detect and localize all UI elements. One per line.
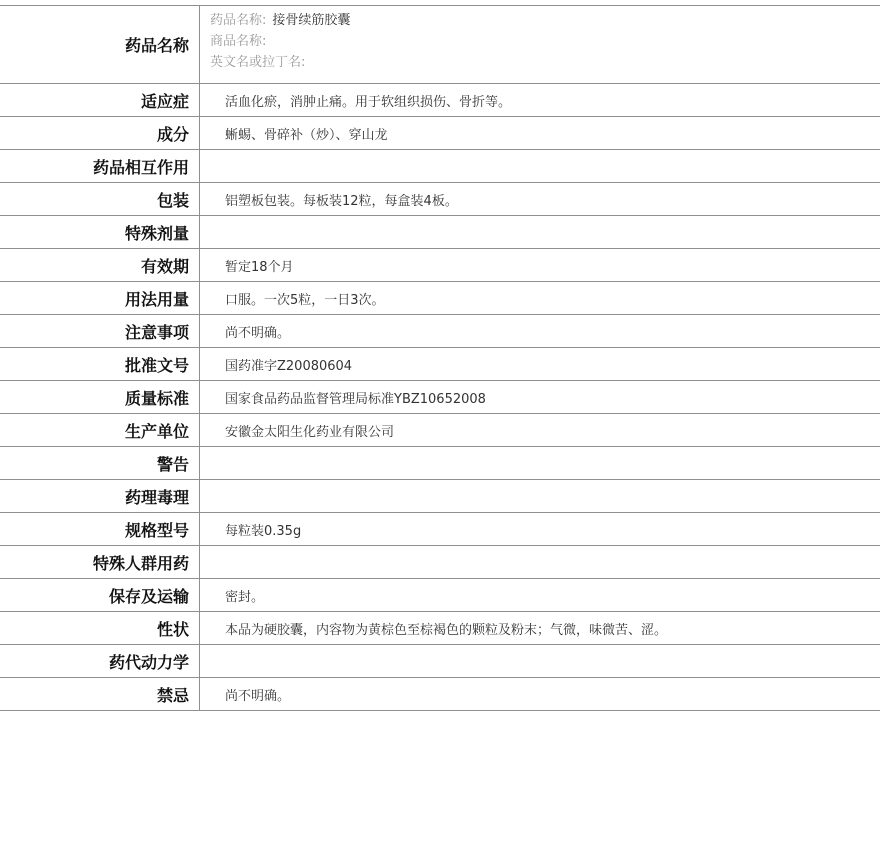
generic-name-label: 药品名称: (210, 13, 267, 28)
row-value: 尚不明确。 (200, 315, 880, 348)
row-value: 每粒装0.35g (200, 513, 880, 546)
spec-row (0, 480, 880, 513)
row-value: 铝塑板包装。每板装12粒，每盒装4板。 (200, 183, 880, 216)
spec-row (0, 282, 880, 315)
spec-row (0, 645, 880, 678)
latin-name-line (210, 52, 880, 73)
row-value (200, 447, 880, 480)
row-label: 质量标准 (0, 381, 200, 414)
row-value: 本品为硬胶囊，内容物为黄棕色至棕褐色的颗粒及粉末；气微，味微苦、涩。 (200, 612, 880, 645)
row-value (200, 150, 880, 183)
row-value (200, 645, 880, 678)
row-label: 禁忌 (0, 678, 200, 711)
spec-row (0, 513, 880, 546)
drug-name-cell (200, 6, 880, 84)
spec-row (0, 414, 880, 447)
latin-name-label: 英文名或拉丁名: (210, 55, 306, 70)
drug-spec-table (0, 5, 880, 711)
spec-row (0, 84, 880, 117)
row-label: 警告 (0, 447, 200, 480)
row-label: 有效期 (0, 249, 200, 282)
row-label: 生产单位 (0, 414, 200, 447)
spec-row (0, 117, 880, 150)
generic-name-line (210, 10, 880, 31)
row-label: 药品相互作用 (0, 150, 200, 183)
generic-name-value: 接骨续筋胶囊 (272, 13, 351, 28)
spec-row (0, 150, 880, 183)
row-value (200, 216, 880, 249)
row-value: 尚不明确。 (200, 678, 880, 711)
row-value: 蜥蜴、骨碎补（炒）、穿山龙 (200, 117, 880, 150)
row-label: 药理毒理 (0, 480, 200, 513)
row-label: 成分 (0, 117, 200, 150)
row-value: 国家食品药品监督管理局标准YBZ10652008 (200, 381, 880, 414)
row-value: 活血化瘀，消肿止痛。用于软组织损伤、骨折等。 (200, 84, 880, 117)
spec-row (0, 381, 880, 414)
row-label: 适应症 (0, 84, 200, 117)
row-label: 特殊剂量 (0, 216, 200, 249)
spec-row (0, 579, 880, 612)
spec-row-drug-name (0, 6, 880, 84)
row-value: 暂定18个月 (200, 249, 880, 282)
row-value: 安徽金太阳生化药业有限公司 (200, 414, 880, 447)
row-label: 特殊人群用药 (0, 546, 200, 579)
row-value (200, 546, 880, 579)
spec-row (0, 216, 880, 249)
spec-row (0, 183, 880, 216)
row-value: 口服。一次5粒，一日3次。 (200, 282, 880, 315)
spec-row (0, 678, 880, 711)
row-label: 药品名称 (0, 6, 200, 84)
row-label: 药代动力学 (0, 645, 200, 678)
row-label: 规格型号 (0, 513, 200, 546)
row-label: 用法用量 (0, 282, 200, 315)
row-value: 国药准字Z20080604 (200, 348, 880, 381)
spec-row (0, 249, 880, 282)
spec-row (0, 315, 880, 348)
trade-name-label: 商品名称: (210, 34, 267, 49)
row-label: 批准文号 (0, 348, 200, 381)
row-label: 性状 (0, 612, 200, 645)
spec-row (0, 348, 880, 381)
row-label: 注意事项 (0, 315, 200, 348)
spec-row (0, 447, 880, 480)
row-value: 密封。 (200, 579, 880, 612)
trade-name-line (210, 31, 880, 52)
spec-row (0, 612, 880, 645)
spec-row (0, 546, 880, 579)
row-label: 包装 (0, 183, 200, 216)
row-label: 保存及运输 (0, 579, 200, 612)
row-value (200, 480, 880, 513)
